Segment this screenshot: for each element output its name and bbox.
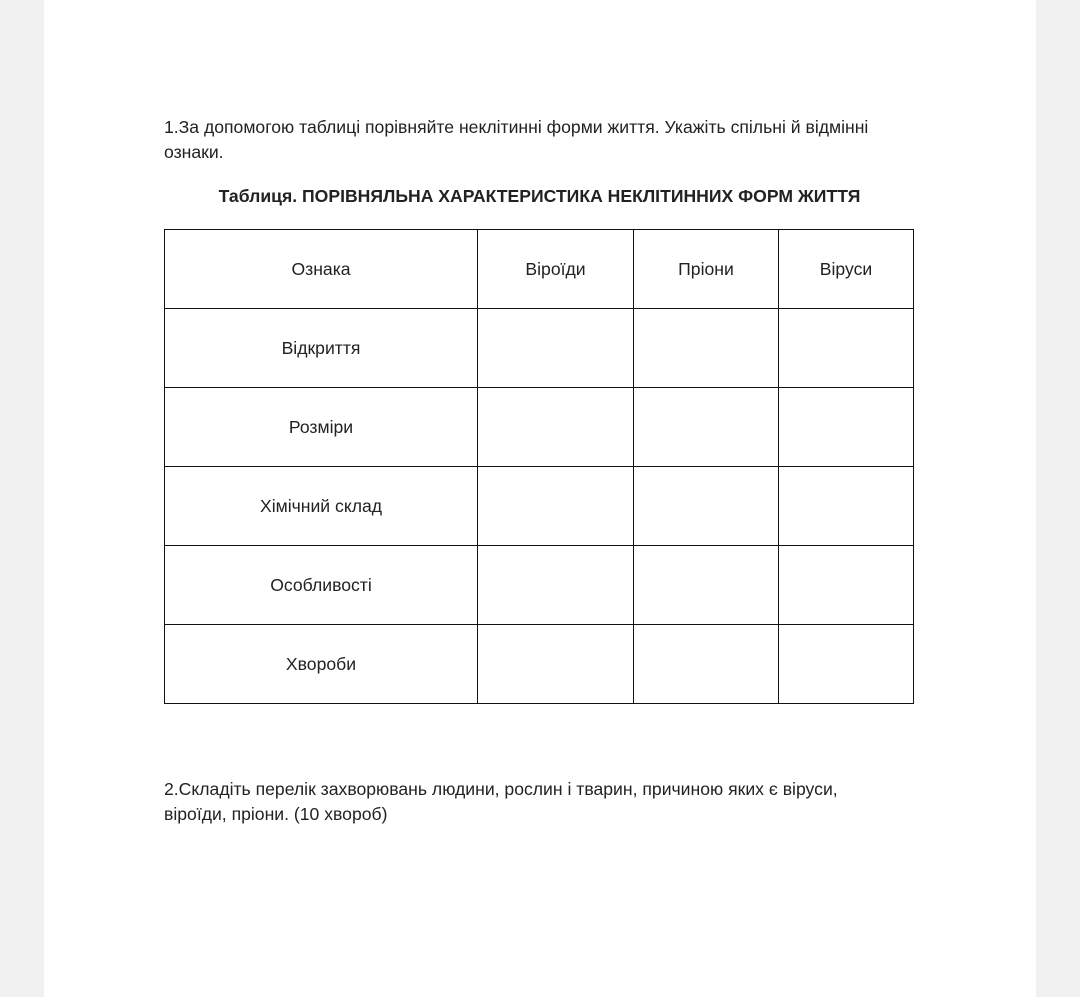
header-cell: Пріони <box>634 230 779 309</box>
task-2-text: 2.Складіть перелік захворювань людини, рослин і тварин, причиною яких є віруси, віроїди, пріони. (10 хвороб) <box>164 779 838 824</box>
row-label: Хімічний склад <box>165 467 478 546</box>
empty-cell[interactable] <box>478 388 634 467</box>
header-cell: Ознака <box>165 230 478 309</box>
row-label: Відкриття <box>165 309 478 388</box>
header-cell: Віруси <box>779 230 914 309</box>
empty-cell[interactable] <box>779 546 914 625</box>
header-cell: Віроїди <box>478 230 634 309</box>
table-caption: Таблиця. ПОРІВНЯЛЬНА ХАРАКТЕРИСТИКА НЕКЛІТИННИХ ФОРМ ЖИТТЯ <box>218 186 861 206</box>
empty-cell[interactable] <box>634 388 779 467</box>
empty-cell[interactable] <box>478 546 634 625</box>
table-row <box>165 388 914 467</box>
empty-cell[interactable] <box>634 309 779 388</box>
comparison-table <box>164 229 914 704</box>
table-row <box>165 546 914 625</box>
empty-cell[interactable] <box>779 625 914 704</box>
document-page <box>44 0 1036 997</box>
empty-cell[interactable] <box>779 388 914 467</box>
empty-cell[interactable] <box>478 467 634 546</box>
table-row <box>165 467 914 546</box>
empty-cell[interactable] <box>779 309 914 388</box>
table-header-row <box>165 230 914 309</box>
task-1-text: 1.За допомогою таблиці порівняйте неклітинні форми життя. Укажіть спільні й відмінні ознаки. <box>164 117 869 162</box>
empty-cell[interactable] <box>478 309 634 388</box>
row-label: Розміри <box>165 388 478 467</box>
row-label: Особливості <box>165 546 478 625</box>
empty-cell[interactable] <box>478 625 634 704</box>
empty-cell[interactable] <box>779 467 914 546</box>
empty-cell[interactable] <box>634 467 779 546</box>
table-row <box>165 309 914 388</box>
table-row <box>165 625 914 704</box>
empty-cell[interactable] <box>634 625 779 704</box>
row-label: Хвороби <box>165 625 478 704</box>
empty-cell[interactable] <box>634 546 779 625</box>
